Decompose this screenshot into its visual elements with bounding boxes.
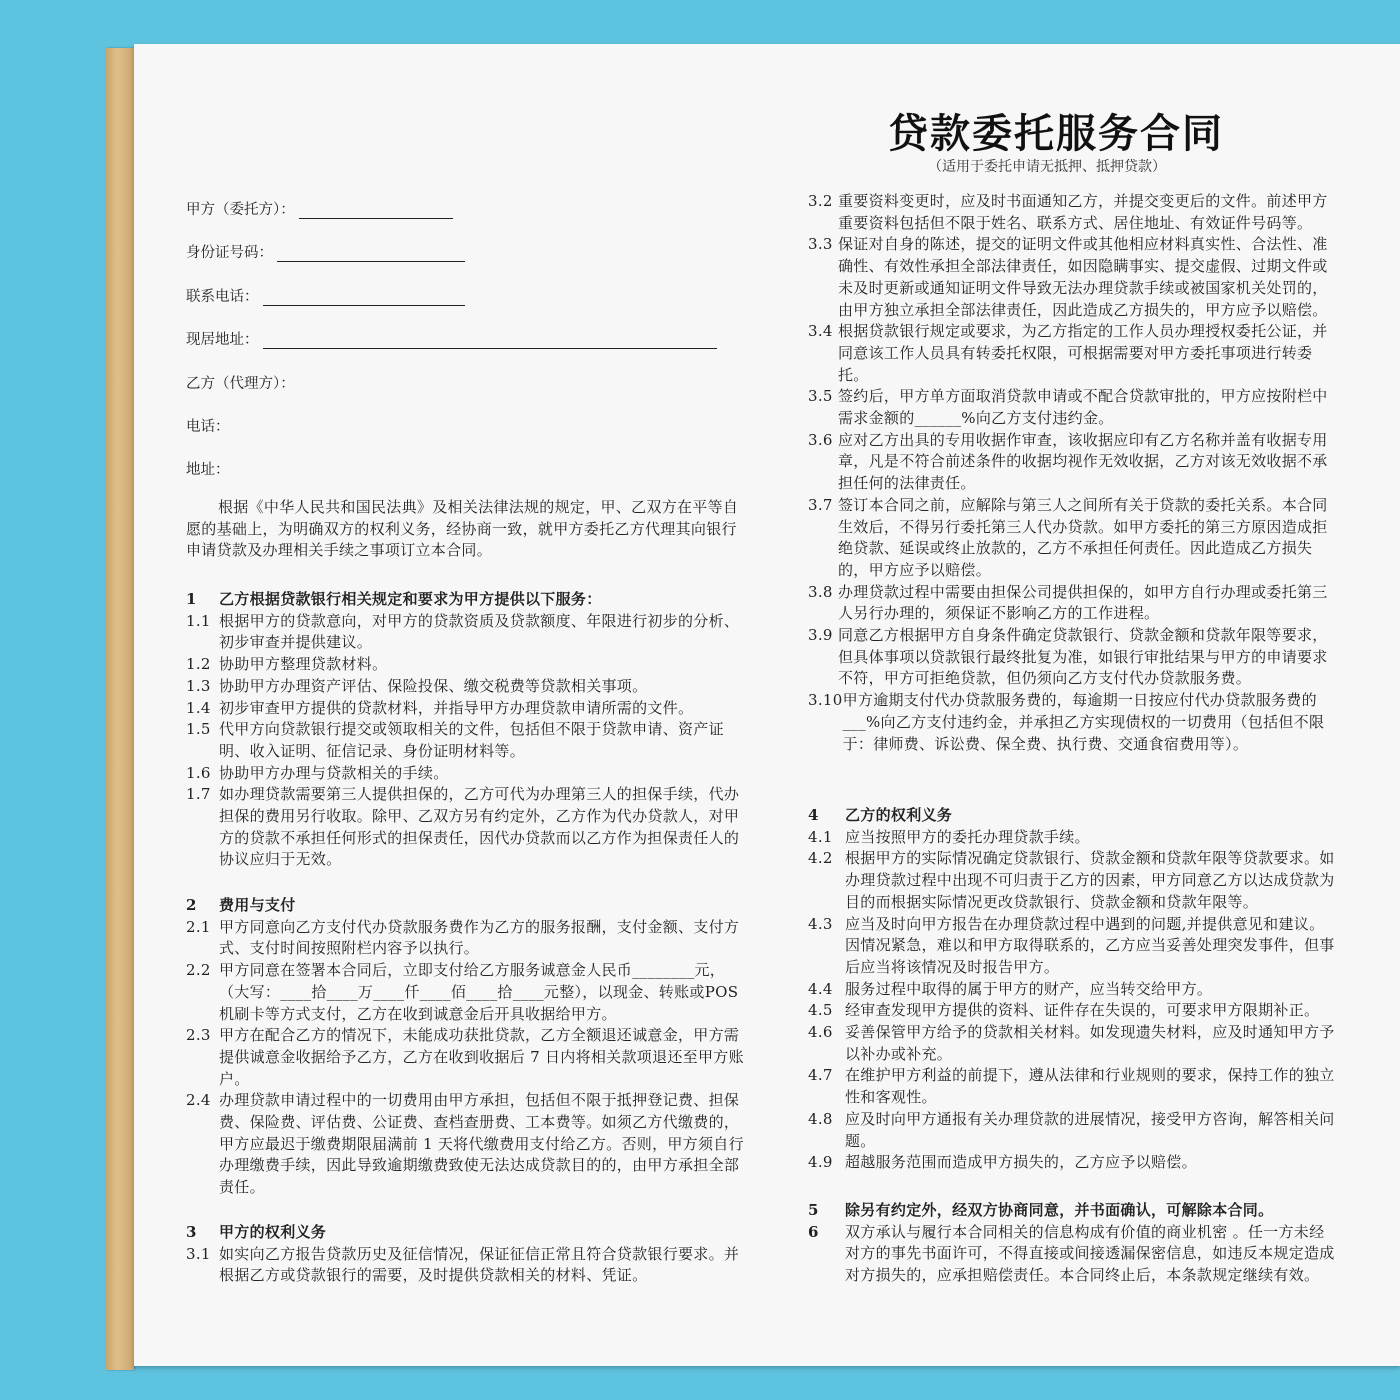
clause-text: 服务过程中取得的属于甲方的财产，应当转交给甲方。 (845, 979, 1213, 998)
clause-number: 2.3 (186, 1026, 211, 1045)
clause-number: 2.4 (186, 1091, 211, 1110)
section-heading: 乙方的权利义务 (845, 806, 953, 824)
clause-text: 甲方在配合乙方的情况下，未能成功获批贷款，乙方全额退还诚意金，甲方需提供诚意金收据给予乙方，乙方在收到收据后 7 日内将相关款项退还至甲方账户。 (219, 1026, 744, 1088)
field-label: 乙方（代理方）： (186, 376, 295, 392)
clause-item (808, 1000, 1338, 1022)
section-heading: 乙方根据贷款银行相关规定和要求为甲方提供以下服务： (219, 590, 602, 608)
clause-text: 超越服务范围而造成甲方损失的，乙方应予以赔偿。 (845, 1153, 1197, 1172)
clause-item (186, 784, 746, 871)
clause-text: 除另有约定外，经双方协商同意，并书面确认，可解除本合同。 (845, 1201, 1274, 1219)
section-number: 6 (808, 1222, 819, 1241)
clause-item (808, 582, 1338, 625)
clause-number: 3.3 (808, 235, 833, 254)
blank-line[interactable] (263, 334, 717, 349)
clause-text: 协助甲方整理贷款材料。 (219, 655, 388, 674)
section-number: 1 (186, 590, 197, 608)
phone-field[interactable] (186, 285, 465, 306)
clause-item (808, 191, 1338, 234)
clause-number: 1.1 (186, 611, 211, 630)
clause-number: 3.5 (808, 387, 833, 406)
section-4 (808, 805, 1338, 1174)
clause-number: 3.7 (808, 495, 833, 514)
section-number: 2 (186, 896, 197, 914)
clause-item (186, 654, 746, 676)
blank-line[interactable] (263, 291, 465, 306)
blank-line[interactable] (277, 247, 465, 262)
id-number-field[interactable] (186, 241, 465, 262)
clause-item (186, 698, 746, 720)
clause-item (808, 430, 1338, 495)
clause-text: 应及时向甲方通报有关办理贷款的进展情况，接受甲方咨询，解答相关问题。 (845, 1109, 1335, 1150)
clause-number: 1.3 (186, 676, 211, 695)
clause-number: 1.4 (186, 698, 211, 717)
clause-item (186, 1025, 746, 1090)
clause-item (186, 1090, 746, 1199)
section-3 (186, 1222, 746, 1287)
clause-number: 4.6 (808, 1023, 833, 1042)
clause-item (808, 827, 1338, 849)
clause-text: 如办理贷款需要第三人提供担保的，乙方可代为办理第三人的担保手续，代办担保的费用另行收取。除甲、乙双方另有约定外，乙方作为代办贷款人，对甲方的贷款不承担任何形式的担保责任，因代办贷款而以乙方作为担保责任人的协议应归于无效。 (219, 785, 740, 869)
clause-text: 代甲方向贷款银行提交或领取相关的文件，包括但不限于贷款申请、资产证明、收入证明、征信记录、身份证明材料等。 (219, 720, 724, 760)
clause-text: 根据甲方的贷款意向，对甲方的贷款资质及贷款额度、年限进行初步的分析、初步审查并提供建议。 (219, 611, 740, 652)
clause-text: 保证对自身的陈述，提交的证明文件或其他相应材料真实性、合法性、准确性、有效性承担全部法律责任，如因隐瞒事实、提交虚假、过期文件或未及时更新或通知证明文件导致无法办理贷款手续或被国家机关处罚的，由甲方独立承担全部法律责任，因此造成乙方损失的，甲方应予以赔偿。 (838, 235, 1328, 319)
clause-number: 3.4 (808, 322, 833, 341)
clause-number: 3.8 (808, 582, 833, 601)
clause-text: 签约后，甲方单方面取消贷款申请或不配合贷款审批的，甲方应按附栏中需求金额的______%向乙方支付违约金。 (838, 387, 1328, 428)
clause-text: 甲方同意向乙方支付代办贷款服务费作为乙方的服务报酬，支付金额、支付方式、支付时间按照附栏内容予以执行。 (219, 917, 740, 958)
document-subtitle: （适用于委托申请无抵押、抵押贷款） (928, 159, 1166, 175)
clause-number: 4.1 (808, 827, 833, 846)
clause-number: 1.6 (186, 763, 211, 782)
clause-text: 根据甲方的实际情况确定贷款银行、贷款金额和贷款年限等贷款要求。如办理贷款过程中出现不可归责于乙方的因素，甲方同意乙方以达成贷款为目的而根据实际情况更改贷款银行、贷款金额和贷款年限等。 (845, 849, 1335, 911)
field-label: 联系电话： (186, 289, 259, 305)
clause-text: 经审查发现甲方提供的资料、证件存在失误的，可要求甲方限期补正。 (845, 1001, 1320, 1020)
book-binding (106, 48, 134, 1370)
clause-number: 4.3 (808, 914, 833, 933)
party-b-address-field (186, 458, 230, 479)
clause-number: 1.7 (186, 785, 211, 804)
clause-number: 3.10 (808, 691, 843, 710)
clause-item (808, 690, 1338, 755)
clause-item (808, 386, 1338, 429)
document-title: 贷款委托服务合同 (888, 110, 1224, 157)
section-3-continued (808, 191, 1338, 755)
clause-text: 同意乙方根据甲方自身条件确定贷款银行、贷款金额和贷款年限等要求，但具体事项以贷款银行最终批复为准，如银行审批结果与甲方的申请要求不符，甲方可拒绝贷款，但仍须向乙方支付代办贷款服务费。 (838, 626, 1328, 688)
clause-text: 如实向乙方报告贷款历史及征信情况，保证征信正常且符合贷款银行要求。并根据乙方或贷款银行的需要，及时提供贷款相关的材料、凭证。 (219, 1244, 740, 1285)
clause-number: 3.2 (808, 192, 833, 210)
clause-text: 重要资料变更时，应及时书面通知乙方，并提交变更后的文件。前述甲方重要资料包括但不限于姓名、联系方式、居住地址、有效证件号码等。 (838, 192, 1328, 232)
clause-text: 根据贷款银行规定或要求，为乙方指定的工作人员办理授权委托公证，并同意该工作人员具有转委托权限，可根据需要对甲方委托事项进行转委托。 (838, 322, 1328, 384)
address-field[interactable] (186, 328, 717, 349)
clause-number: 2.1 (186, 917, 211, 936)
clause-item (186, 1244, 746, 1287)
party-b-phone-field (186, 415, 230, 436)
clause-item (808, 1022, 1338, 1065)
intro-paragraph: 根据《中华人民共和国民法典》及相关法律法规的规定，甲、乙双方在平等自愿的基础上，为明确双方的权利义务，经协商一致，就甲方委托乙方代理其向银行申请贷款及办理相关手续之事项订立本合同。 (186, 498, 739, 560)
clause-item (808, 234, 1338, 321)
clause-item (186, 763, 746, 785)
clause-item (808, 914, 1338, 979)
clause-text: 签订本合同之前，应解除与第三人之间所有关于贷款的委托关系。本合同生效后，不得另行委托第三人代办贷款。如甲方委托的第三方原因造成拒绝贷款、延误或终止放款的，乙方不承担任何责任。因此造成乙方损失的，甲方应予以赔偿。 (838, 495, 1328, 579)
clause-text: 妥善保管甲方给予的贷款相关材料。如发现遗失材料，应及时通知甲方予以补办或补充。 (845, 1023, 1335, 1063)
clause-item (808, 1065, 1338, 1108)
clause-number: 3.6 (808, 430, 833, 449)
party-b-field (186, 372, 295, 393)
clause-item (808, 979, 1338, 1001)
clause-item (808, 848, 1338, 913)
field-label: 地址： (186, 462, 230, 478)
clause-text: 在维护甲方利益的前提下，遵从法律和行业规则的要求，保持工作的独立性和客观性。 (845, 1066, 1335, 1107)
field-label: 电话： (186, 419, 230, 435)
clause-text: 应对乙方出具的专用收据作审查，该收据应印有乙方名称并盖有收据专用章，凡是不符合前述条件的收据均视作无效收据，乙方对该无效收据不承担任何的法律责任。 (838, 430, 1328, 493)
section-heading: 甲方的权利义务 (219, 1223, 327, 1241)
clause-number: 4.7 (808, 1066, 833, 1085)
clause-text: 应当及时向甲方报告在办理贷款过程中遇到的问题,并提供意见和建议。因情况紧急，难以和甲方取得联系的，乙方应当妥善处理突发事件，但事后应当将该情况及时报告甲方。 (845, 914, 1335, 976)
clause-number: 3.9 (808, 626, 833, 645)
clause-text: 应当按照甲方的委托办理贷款手续。 (845, 827, 1090, 846)
clause-number: 4.4 (808, 979, 833, 998)
section-heading: 费用与支付 (219, 896, 296, 914)
field-label: 现居地址： (186, 332, 259, 348)
clause-item (186, 719, 746, 762)
blank-line[interactable] (299, 204, 453, 219)
clause-item (808, 1109, 1338, 1152)
clause-item (186, 676, 746, 698)
clause-number: 4.8 (808, 1109, 833, 1128)
clause-text: 办理贷款申请过程中的一切费用由甲方承担，包括但不限于抵押登记费、担保费、保险费、评估费、公证费、查档查册费、工本费等。如须乙方代缴费的，甲方应最迟于缴费期限届满前 1 天将代缴费用支付给乙方。否则，甲方须自行办理缴费手续，因此导致逾期缴费致使无法达成贷款目的的，由甲方承担全部责任。 (219, 1091, 744, 1197)
clause-text: 甲方同意在签署本合同后，立即支付给乙方服务诚意金人民币________元，（大写：____拾____万____仟____佰____拾____元整），以现金、转账或POS 机刷卡等方式支付，乙方在收到诚意金后开具收据给甲方。 (219, 961, 739, 1023)
clause-text: 协助甲方办理与贷款相关的手续。 (219, 763, 449, 782)
clause-text: 协助甲方办理资产评估、保险投保、缴交税费等贷款相关事项。 (219, 676, 648, 695)
clause-number: 2.2 (186, 961, 211, 980)
clause-text: 甲方逾期支付代办贷款服务费的，每逾期一日按应付代办贷款服务费的___%向乙方支付违约金，并承担乙方实现债权的一切费用（包括但不限于：律师费、诉讼费、保全费、执行费、交通食宿费用等）。 (842, 691, 1325, 753)
clause-item (186, 917, 746, 960)
clause-number: 1.2 (186, 655, 211, 674)
field-label: 身份证号码： (186, 245, 273, 261)
party-a-field[interactable] (186, 198, 453, 219)
clause-item (808, 321, 1338, 386)
clause-text: 初步审查甲方提供的贷款材料，并指导甲方办理贷款申请所需的文件。 (219, 698, 694, 717)
clause-item (808, 1152, 1338, 1174)
clause-text: 办理贷款过程中需要由担保公司提供担保的，如甲方自行办理或委托第三人另行办理的，须保证不影响乙方的工作进程。 (838, 582, 1328, 623)
section-number: 4 (808, 806, 819, 824)
section-5-6 (808, 1200, 1338, 1287)
clause-number: 4.2 (808, 849, 833, 868)
clause-number: 4.9 (808, 1153, 833, 1172)
clause-text: 双方承认与履行本合同相关的信息构成有价值的商业机密 。任一方未经对方的事先书面许可，不得直接或间接透漏保密信息，如违反本规定造成对方损失的，应承担赔偿责任。本合同终止后，本条款规定继续有效。 (845, 1222, 1335, 1285)
clause-item (808, 495, 1338, 582)
clause-number: 4.5 (808, 1001, 833, 1020)
section-2 (186, 895, 746, 1199)
field-label: 甲方（委托方）： (186, 202, 295, 218)
clause-item (186, 611, 746, 654)
clause-item (808, 625, 1338, 690)
section-number: 3 (186, 1223, 197, 1241)
clause-number: 3.1 (186, 1244, 211, 1263)
section-1 (186, 589, 746, 871)
clause-item (186, 960, 746, 1025)
section-number: 5 (808, 1201, 819, 1219)
clause-number: 1.5 (186, 720, 211, 739)
